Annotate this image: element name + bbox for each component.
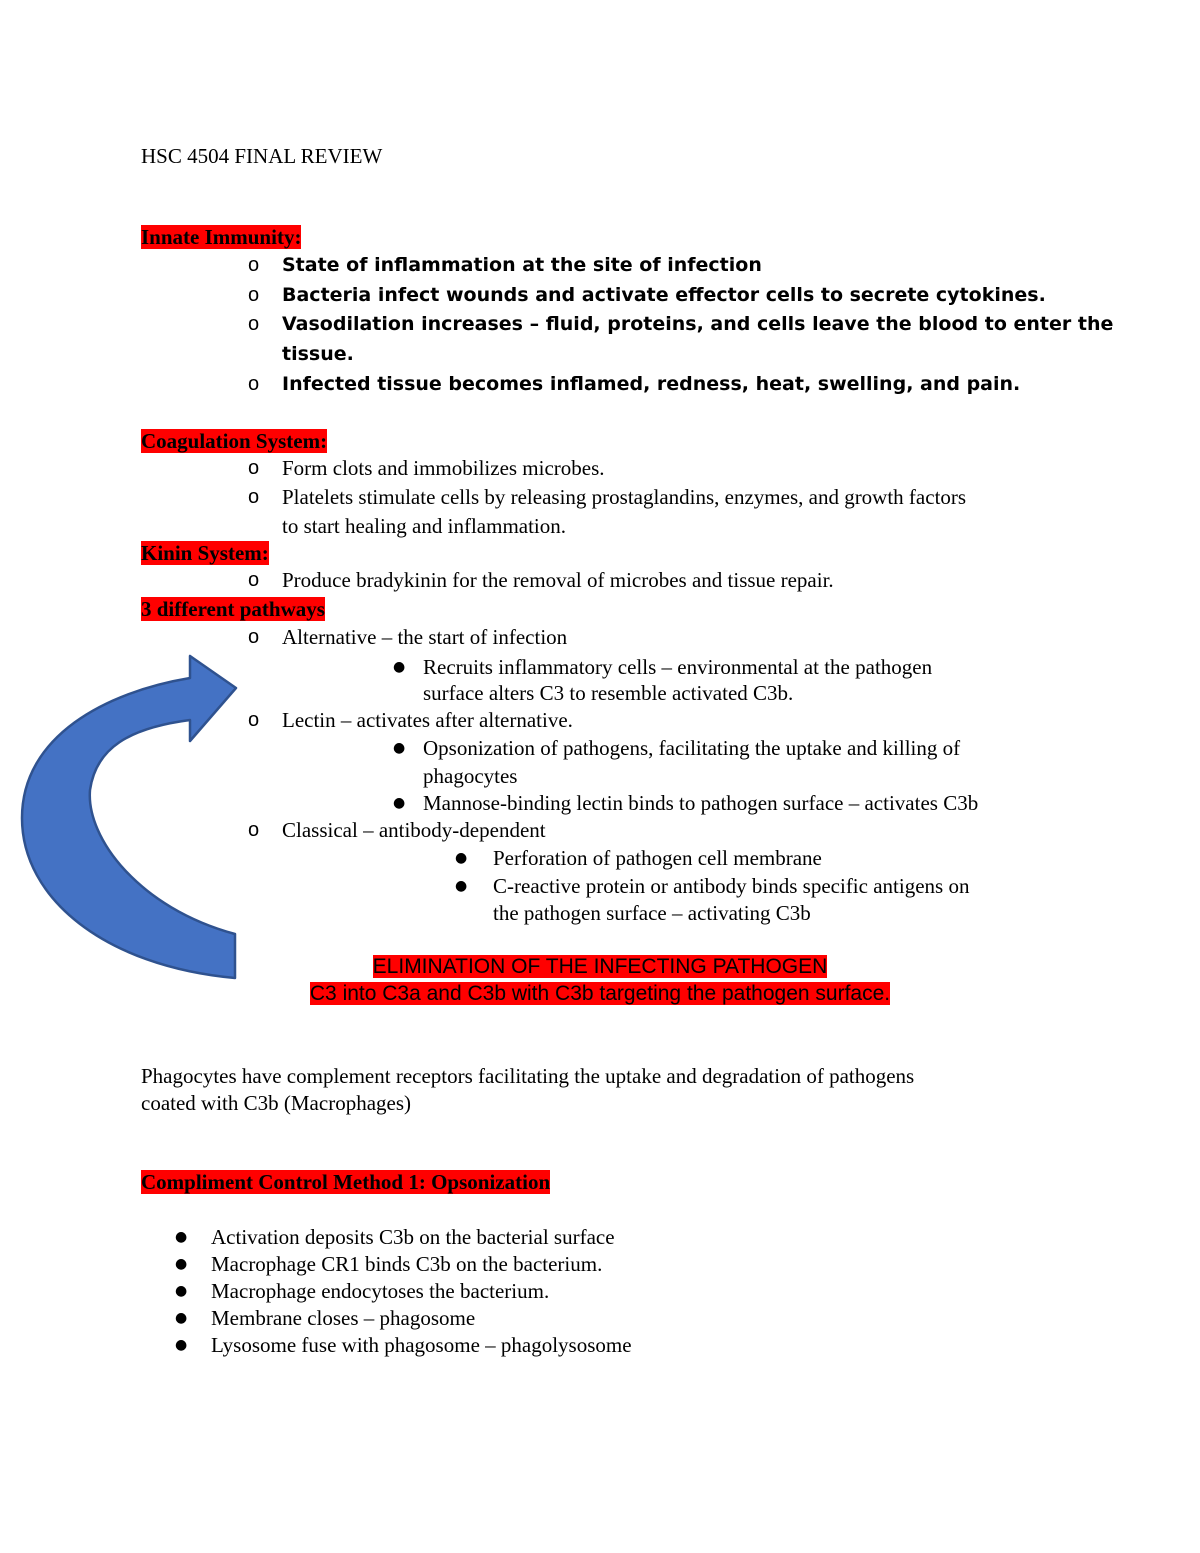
circle-bullet-icon: o [248,313,260,335]
alternative-sub-item: Recruits inflammatory cells – environmental at the pathogen [423,655,933,679]
elimination-title: ELIMINATION OF THE INFECTING PATHOGEN [372,955,828,978]
method1-item: Activation deposits C3b on the bacterial surface [211,1225,615,1249]
circle-bullet-icon: o [248,626,260,648]
circle-bullet-icon: o [248,254,260,276]
circle-bullet-icon: o [248,569,260,591]
innate-item: State of inflammation at the site of infection [282,254,762,276]
classical-sub-item: Perforation of pathogen cell membrane [493,846,822,870]
lectin-sub-item-continuation: phagocytes [423,764,518,788]
method1-item: Macrophage CR1 binds C3b on the bacterium. [211,1252,603,1276]
dot-bullet-icon: ● [455,878,468,894]
innate-immunity-heading: Innate Immunity: [141,225,302,249]
method1-item: Macrophage endocytoses the bacterium. [211,1279,550,1303]
phagocytes-paragraph-line: Phagocytes have complement receptors facilitating the uptake and degradation of pathogens [141,1064,915,1088]
elimination-subtitle: C3 into C3a and C3b with C3b targeting the pathogen surface. [309,982,891,1005]
dot-bullet-icon: ● [175,1283,188,1299]
circle-bullet-icon: o [248,486,260,508]
document-title: HSC 4504 FINAL REVIEW [141,144,383,168]
alternative-pathway-label: Alternative – the start of infection [282,625,568,649]
dot-bullet-icon: ● [175,1310,188,1326]
classical-pathway-label: Classical – antibody-dependent [282,818,546,842]
dot-bullet-icon: ● [393,795,406,811]
alternative-sub-item-continuation: surface alters C3 to resemble activated C3b. [423,681,794,705]
coagulation-item-continuation: to start healing and inflammation. [282,514,567,538]
innate-item: Infected tissue becomes inflamed, redness, heat, swelling, and pain. [282,373,1021,395]
curved-arrow-icon [14,648,244,982]
classical-sub-item: C-reactive protein or antibody binds specific antigens on [493,874,970,898]
innate-item: Vasodilation increases – fluid, proteins, and cells leave the blood to enter the [282,313,1114,335]
innate-item: Bacteria infect wounds and activate effector cells to secrete cytokines. [282,284,1046,306]
classical-sub-item-continuation: the pathogen surface – activating C3b [493,901,811,925]
circle-bullet-icon: o [248,373,260,395]
circle-bullet-icon: o [248,709,260,731]
circle-bullet-icon: o [248,457,260,479]
phagocytes-paragraph-line: coated with C3b (Macrophages) [141,1091,411,1115]
kinin-heading: Kinin System: [141,541,269,565]
lectin-pathway-label: Lectin – activates after alternative. [282,708,573,732]
method1-item: Membrane closes – phagosome [211,1306,476,1330]
dot-bullet-icon: ● [393,740,406,756]
method1-item: Lysosome fuse with phagosome – phagolysosome [211,1333,632,1357]
dot-bullet-icon: ● [175,1337,188,1353]
kinin-item: Produce bradykinin for the removal of microbes and tissue repair. [282,568,834,592]
dot-bullet-icon: ● [175,1256,188,1272]
dot-bullet-icon: ● [175,1229,188,1245]
dot-bullet-icon: ● [393,659,406,675]
coagulation-item: Form clots and immobilizes microbes. [282,456,605,480]
method1-heading: Compliment Control Method 1: Opsonization [141,1170,551,1194]
innate-item-continuation: tissue. [282,343,354,365]
dot-bullet-icon: ● [455,850,468,866]
circle-bullet-icon: o [248,284,260,306]
pathways-heading: 3 different pathways [141,597,325,621]
coagulation-item: Platelets stimulate cells by releasing prostaglandins, enzymes, and growth factors [282,485,967,509]
lectin-sub-item: Opsonization of pathogens, facilitating the uptake and killing of [423,736,961,760]
circle-bullet-icon: o [248,819,260,841]
coagulation-heading: Coagulation System: [141,429,328,453]
lectin-sub-item: Mannose-binding lectin binds to pathogen surface – activates C3b [423,791,979,815]
